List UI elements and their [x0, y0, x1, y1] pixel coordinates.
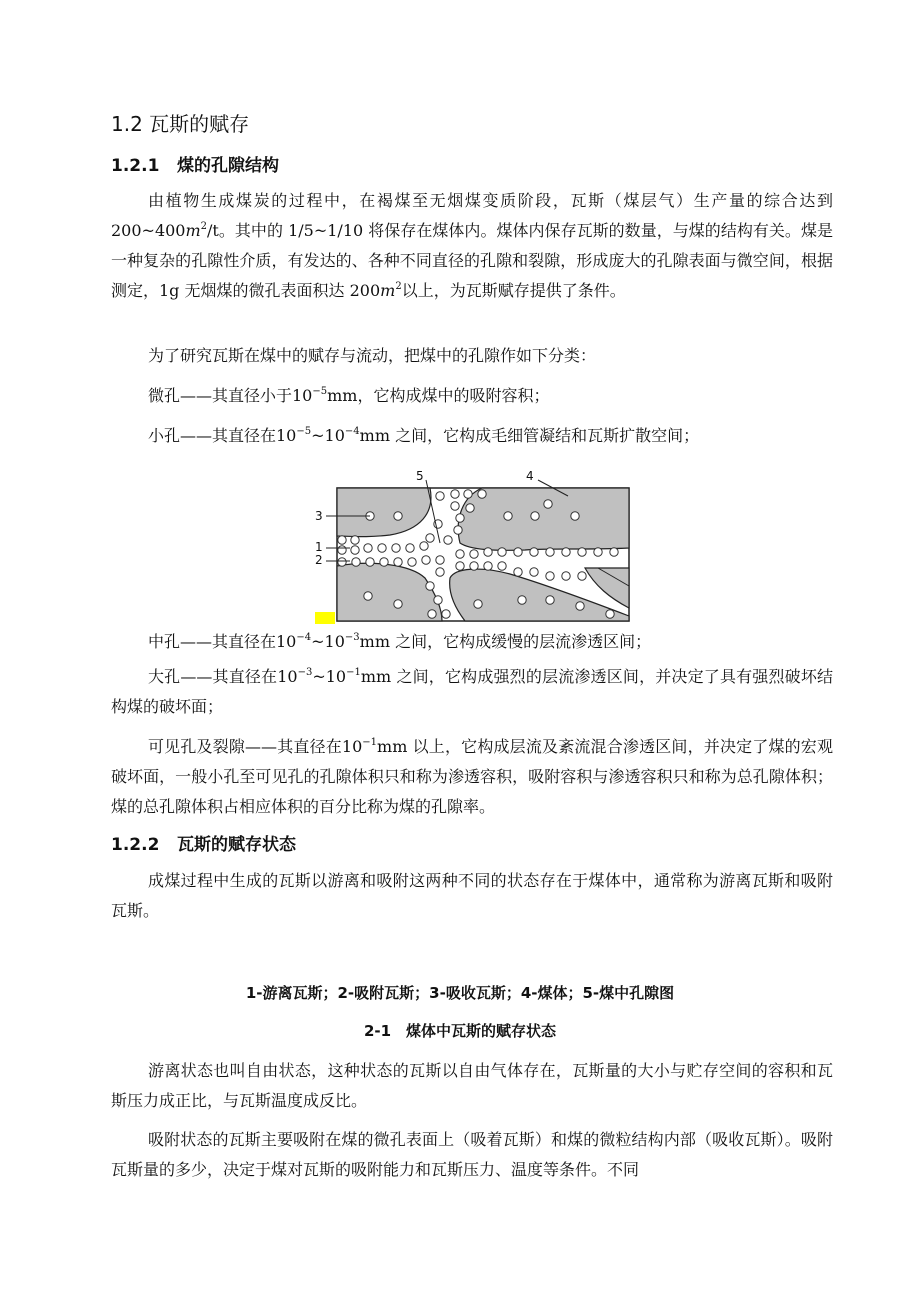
exponent: −4	[296, 632, 312, 643]
superscript: 2	[395, 281, 402, 292]
text-run: mm 之间，它构成强烈的层流渗透区间，并决定了具有强烈破坏结构煤的破坏面；	[111, 667, 833, 716]
pore-circle	[351, 536, 359, 544]
pore-circle	[470, 562, 478, 570]
pore-circle	[470, 550, 478, 558]
text-run: ~10	[312, 667, 347, 686]
pore-circle	[434, 596, 442, 604]
subsection-title: 煤的孔隙结构	[177, 156, 279, 176]
unit-m: m	[185, 221, 201, 240]
subsection-number: 1.2.2	[111, 835, 160, 855]
text-run: mm 以上，它构成层流及紊流混合渗透区间，并决定了煤的宏观破坏面，一般小孔至可见孔的孔隙体积只和称为渗透容积，吸附容积与渗透容积只和称为总孔隙体积；煤的总孔隙体积占相应体积的百分比称为煤的孔隙率。	[111, 737, 833, 816]
exponent: −3	[297, 667, 313, 678]
pore-circle	[444, 536, 452, 544]
text-run: 由植物生成煤炭的过程中，在褐煤至无烟煤变质阶段，瓦斯（煤层气）生产量的综合达到 200~400	[111, 191, 833, 240]
exponent: −1	[346, 667, 361, 678]
pore-circle	[392, 544, 400, 552]
figure-label-2: 2	[315, 553, 323, 567]
pore-circle	[466, 504, 474, 512]
pore-circle	[364, 544, 372, 552]
pore-circle	[514, 548, 522, 556]
pore-circle	[544, 500, 552, 508]
figure-label-3: 3	[315, 509, 323, 523]
pore-circle	[456, 562, 464, 570]
pore-circle	[474, 600, 482, 608]
text-run: mm 之间，它构成毛细管凝结和瓦斯扩散空间；	[359, 426, 700, 445]
pore-circle	[428, 610, 436, 618]
pore-circle	[454, 526, 462, 534]
pore-circle	[426, 582, 434, 590]
pore-circle	[408, 558, 416, 566]
pore-circle	[562, 572, 570, 580]
pore-circle	[484, 548, 492, 556]
text-run: /t。其中的 1/5~1/10 将保存在煤体内。煤体内保存瓦斯的数量，与煤的结构有关。煤是一种复杂的孔隙性介质，有发达的、各种不同直径的孔隙和裂隙，形成庞大的孔隙表面与微空间，根据测定，1g 无烟煤的微孔表面积达 200	[111, 221, 833, 300]
figure-label-1: 1	[315, 540, 323, 554]
pore-circle	[562, 548, 570, 556]
figure-label-4: 4	[526, 469, 534, 483]
pore-circle	[351, 546, 359, 554]
section-title: 1.2 瓦斯的赋存	[111, 112, 250, 136]
figure-caption-legend: 1-游离瓦斯；2-吸附瓦斯；3-吸收瓦斯；4-煤体；5-煤中孔隙图	[245, 984, 675, 1002]
pore-circle	[546, 596, 554, 604]
pore-circle	[546, 548, 554, 556]
highlight-marker	[315, 612, 335, 624]
subsection-heading-1	[111, 151, 279, 176]
pore-circle	[594, 548, 602, 556]
pore-circle	[394, 558, 402, 566]
pore-circle	[451, 502, 459, 510]
pore-circle	[380, 558, 388, 566]
paragraph-intro	[111, 186, 833, 306]
pore-medium	[148, 629, 651, 652]
pore-circle	[338, 558, 346, 566]
exponent: −3	[344, 632, 360, 643]
pore-small	[148, 423, 699, 446]
pore-circle	[484, 562, 492, 570]
exponent: −5	[312, 386, 328, 397]
paragraph-adsorbed-state: 吸附状态的瓦斯主要吸附在煤的微孔表面上（吸着瓦斯）和煤的微粒结构内部（吸收瓦斯）。吸附瓦斯量的多少，决定于煤对瓦斯的吸附能力和瓦斯压力、温度等条件。不同	[111, 1130, 833, 1179]
pore-large	[111, 662, 833, 722]
pore-circle	[420, 542, 428, 550]
text-run: 大孔——其直径在10	[148, 667, 298, 686]
pore-circle	[451, 490, 459, 498]
pore-circle	[571, 512, 579, 520]
pore-circle	[576, 602, 584, 610]
pore-circle	[456, 514, 464, 522]
figure-label-5: 5	[416, 469, 424, 483]
pore-circle	[426, 534, 434, 542]
pore-circle	[546, 572, 554, 580]
text-run: 小孔——其直径在10	[148, 426, 297, 445]
text-run: 以上，为瓦斯赋存提供了条件。	[401, 281, 626, 300]
pore-circle	[530, 548, 538, 556]
pore-circle	[338, 536, 346, 544]
pore-circle	[578, 572, 586, 580]
pore-circle	[514, 568, 522, 576]
paragraph-gas-states: 成煤过程中生成的瓦斯以游离和吸附这两种不同的状态存在于煤体中，通常称为游离瓦斯和吸附瓦斯。	[111, 871, 833, 920]
text-run: ~10	[311, 632, 345, 651]
text-run: mm，它构成煤中的吸附容积；	[327, 386, 550, 405]
pore-circle	[366, 558, 374, 566]
figure-caption-title: 2-1 煤体中瓦斯的赋存状态	[363, 1022, 557, 1040]
pore-circle	[352, 558, 360, 566]
pore-circle	[578, 548, 586, 556]
pore-structure-figure	[310, 468, 635, 624]
pore-visible	[111, 732, 833, 822]
paragraph-classification: 为了研究瓦斯在煤中的赋存与流动，把煤中的孔隙作如下分类：	[148, 346, 597, 365]
pore-circle	[422, 556, 430, 564]
pore-circle	[498, 562, 506, 570]
pore-circle	[442, 610, 450, 618]
text-run: mm 之间，它构成缓慢的层流渗透区间；	[359, 632, 652, 651]
pore-circle	[518, 596, 526, 604]
pore-circle	[531, 512, 539, 520]
text-run: 可见孔及裂隙——其直径在10	[148, 737, 363, 756]
pore-circle	[530, 568, 538, 576]
pore-circle	[504, 512, 512, 520]
subsection-number: 1.2.1	[111, 156, 160, 176]
pore-circle	[464, 490, 472, 498]
pore-circle	[478, 490, 486, 498]
pore-circle	[456, 550, 464, 558]
pore-circle	[610, 548, 618, 556]
text-run: 微孔——其直径小于10	[148, 386, 313, 405]
exponent: −1	[362, 737, 378, 748]
subsection-heading-2	[111, 830, 296, 855]
text-run: ~10	[311, 426, 345, 445]
subsection-title: 瓦斯的赋存状态	[177, 835, 296, 855]
pore-circle	[394, 600, 402, 608]
pore-circle	[606, 610, 614, 618]
pore-circle	[406, 544, 414, 552]
superscript: 2	[200, 221, 208, 232]
exponent: −5	[296, 426, 312, 437]
pore-circle	[498, 548, 506, 556]
pore-circle	[436, 556, 444, 564]
unit-m: m	[380, 281, 396, 300]
paragraph-free-state: 游离状态也叫自由状态，这种状态的瓦斯以自由气体存在，瓦斯量的大小与贮存空间的容积和瓦斯压力成正比，与瓦斯温度成反比。	[111, 1061, 833, 1110]
pore-circle	[436, 568, 444, 576]
pore-circle	[338, 546, 346, 554]
pore-circle	[378, 544, 386, 552]
pore-circle	[436, 492, 444, 500]
text-run: 中孔——其直径在10	[148, 632, 297, 651]
pore-circle	[394, 512, 402, 520]
pore-circle	[364, 592, 372, 600]
exponent: −4	[344, 426, 360, 437]
pore-micro	[148, 383, 549, 406]
